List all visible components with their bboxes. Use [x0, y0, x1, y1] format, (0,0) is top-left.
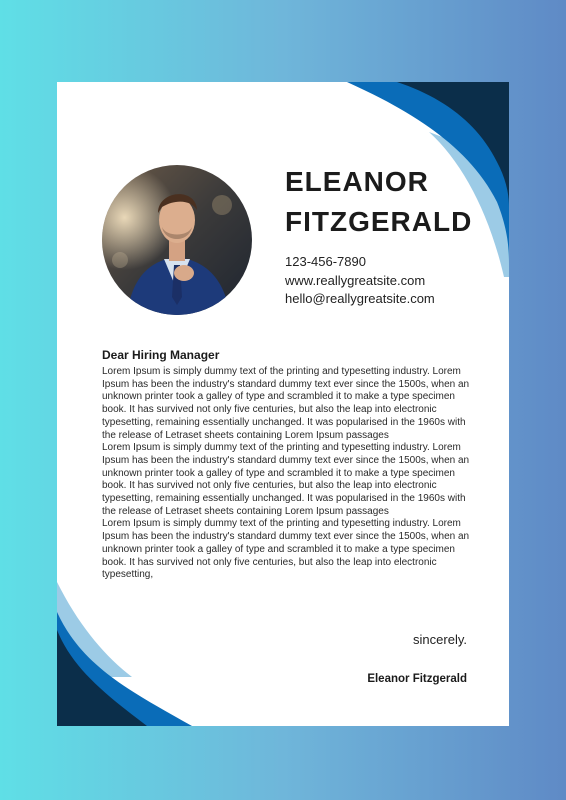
person-portrait-icon — [102, 165, 252, 315]
body-paragraph: Lorem Ipsum is simply dummy text of the printing and typesetting industry. Lorem Ipsum has been the industry's standard dummy text ever since the 1500s, when an unknown printer took a galley of type and scrambled it to make a type specimen book. It has survived not only five centuries, but also the leap into electronic typesetting, — [102, 518, 470, 581]
email-link[interactable]: hello@reallygreatsite.com — [285, 291, 435, 306]
name-line-first: ELEANOR — [285, 166, 429, 197]
letter-body — [102, 366, 472, 582]
name-line-last: FITZGERALD — [285, 206, 473, 237]
website-link[interactable]: www.reallygreatsite.com — [285, 272, 426, 288]
letter-greeting: Dear Hiring Manager — [102, 348, 220, 362]
body-paragraph: Lorem Ipsum is simply dummy text of the printing and typesetting industry. Lorem Ipsum has been the industry's standard dummy text ever since the 1500s, when an unknown printer took a galley of type and scrambled it to make a type specimen book. It has survived not only five centuries, but also the leap into electronic typesetting, remaining essentially unchanged. It was popularised in the 1960s with the release of Letraset sheets containing Lorem Ipsum passages — [102, 442, 470, 517]
signature-name: Eleanor Fitzgerald — [367, 673, 467, 685]
letter-closing: sincerely. — [413, 632, 467, 647]
body-paragraph: Lorem Ipsum is simply dummy text of the printing and typesetting industry. Lorem Ipsum has been the industry's standard dummy text ever since the 1500s, when an unknown printer took a galley of type and scrambled it to make a type specimen book. It has survived not only five centuries, but also the leap into electronic typesetting, remaining essentially unchanged. It was popularised in the 1960s with the release of Letraset sheets containing Lorem Ipsum passages — [102, 366, 470, 441]
phone-number: 123-456-7890 — [285, 254, 366, 269]
contact-block — [285, 253, 435, 309]
applicant-name — [285, 162, 472, 242]
letter-page — [57, 82, 509, 726]
profile-photo — [102, 165, 252, 315]
